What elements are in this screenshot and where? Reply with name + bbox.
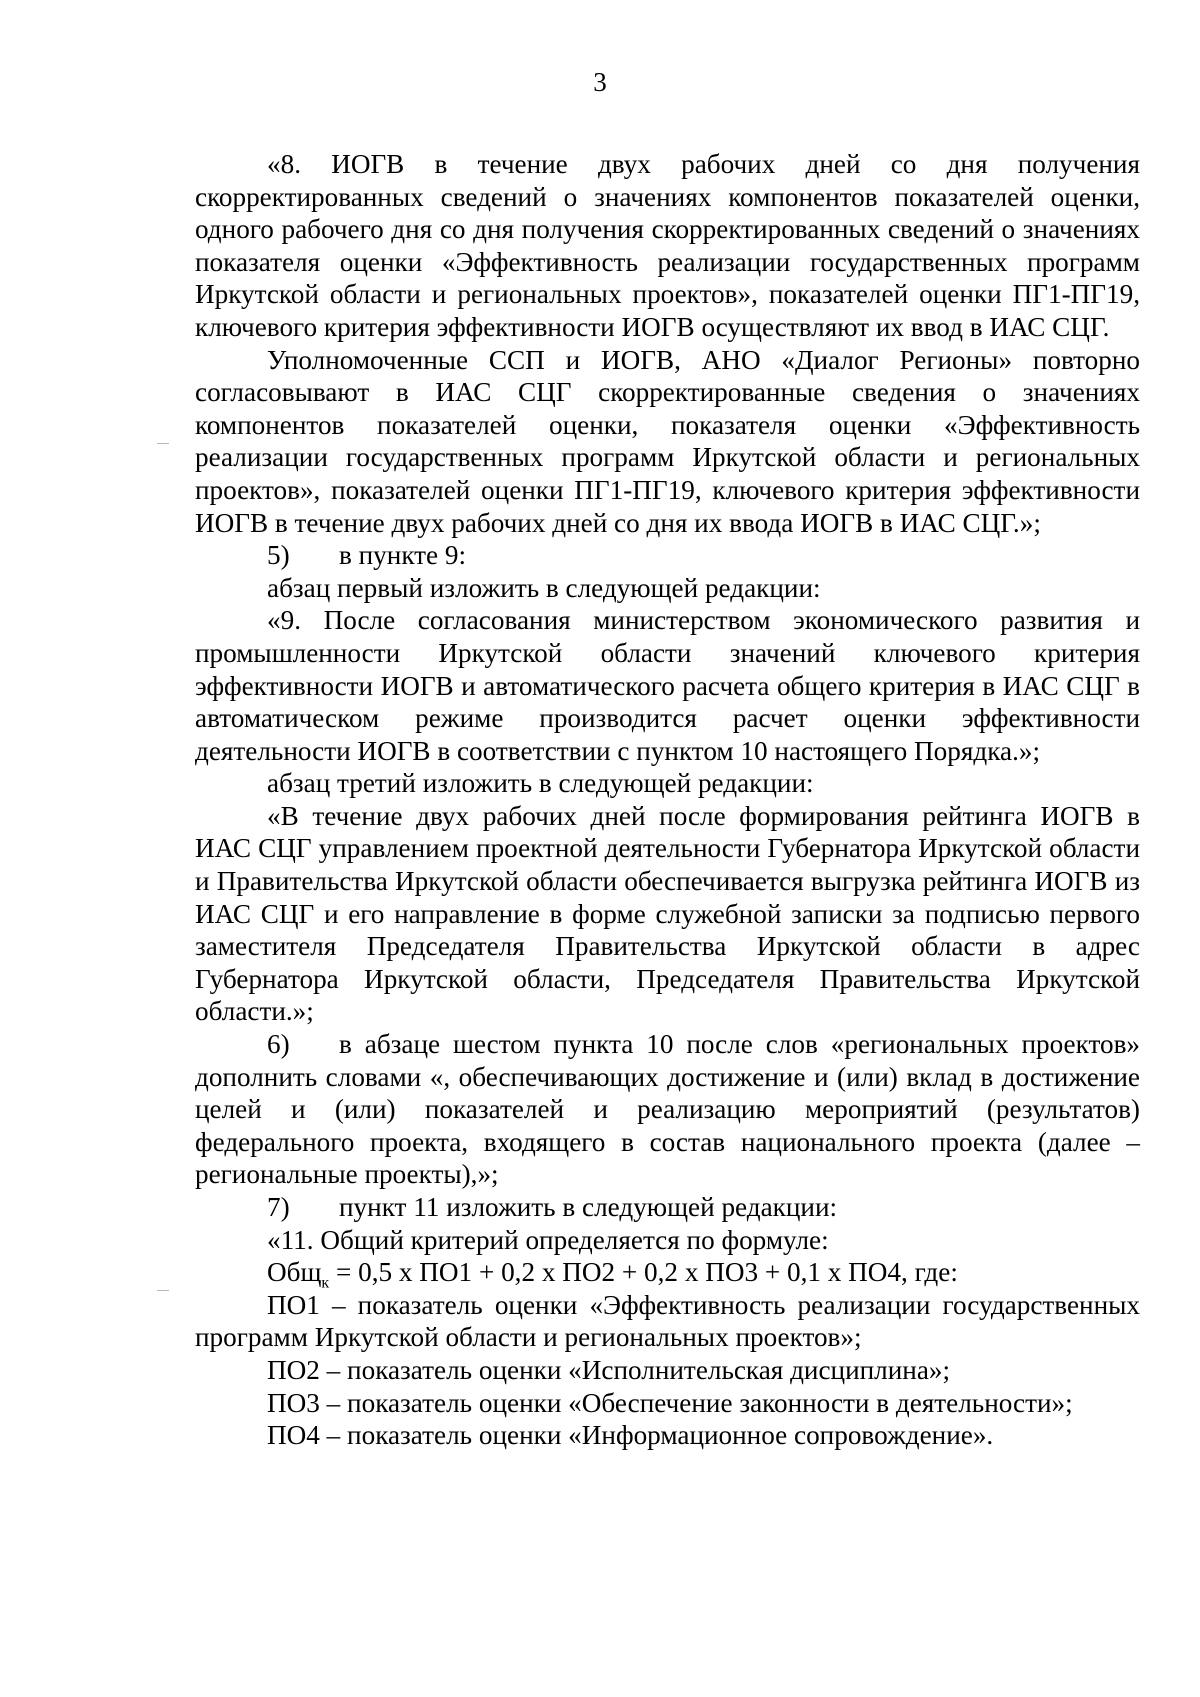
definition-po4: ПО4 – показатель оценки «Информационное сопровождение». [267,1420,994,1451]
paragraph-rating-upload: «В течение двух рабочих дней после формирования рейтинга ИОГВ в ИАС СЦГ управлением проектной деятельности Губернатора Иркутской области и Правительства Иркутской области обеспечивается выгрузка рейтинга ИОГВ из ИАС СЦГ и его направление в форме служебной записки за подписью первого заместителя Председателя Правительства Иркутской области в адрес Губернатора Иркутской области, Председателя Правительства Иркутской области.»; [195,800,1140,1027]
definition-po3: ПО3 – показатель оценки «Обеспечение законности в деятельности»; [267,1387,1073,1418]
paragraph-repeat-approval: Уполномоченные ССП и ИОГВ, АНО «Диалог Регионы» повторно согласовывают в ИАС СЦГ скорректированные сведения о значениях компонентов показателей оценки, показателя оценки «Эффективность реализации государственных программ Иркутской области и региональных проектов», показателей оценки ПГ1-ПГ19, ключевого критерия эффективности ИОГВ в течение двух рабочих дней со дня их ввода ИОГВ в ИАС СЦГ.»; [195,344,1140,538]
list-item-5 [195,539,1140,572]
list-item-number: 7) [267,1192,290,1222]
list-item-text: пункт 11 изложить в следующей редакции: [339,1192,838,1222]
paragraph-clause-8: «8. ИОГВ в течение двух рабочих дней со дня получения скорректированных сведений о значениях компонентов показателей оценки, одного рабочего дня со дня получения скорректированных сведений о значениях показателя оценки «Эффективность реализации государственных программ Иркутской области и региональных проектов», показателей оценки ПГ1-ПГ19, ключевого критерия эффективности ИОГВ осуществляют их ввод в ИАС СЦГ. [195,149,1140,342]
paragraph-clause-9: «9. После согласования министерством экономического развития и промышленности Иркутской области значений ключевого критерия эффективности ИОГВ и автоматического расчета общего критерия в ИАС СЦГ в автоматическом режиме производится расчет оценки эффективности деятельности ИОГВ в соответствии с пунктом 10 настоящего Порядка.»; [195,605,1140,766]
list-item-6 [195,1028,1140,1191]
paragraph-amend-third: абзац третий изложить в следующей редакции: [267,768,814,799]
paragraph-amend-first: абзац первый изложить в следующей редакции: [267,572,821,603]
scan-margin-mark [157,1290,169,1291]
list-item-number: 6) [267,1029,290,1060]
formula-rhs: = 0,5 х ПО1 + 0,2 х ПО2 + 0,2 х ПО3 + 0,1 х ПО4, где: [329,1257,958,1288]
list-item-7 [195,1191,1140,1224]
formula-lhs-subscript: к [321,1274,330,1292]
list-item-number: 5) [267,540,290,571]
document-body [195,148,1140,1452]
list-item-text: в пункте 9: [339,540,467,571]
formula-lhs: Общ [267,1257,322,1288]
page-number: 3 [593,67,607,97]
paragraph-clause-11: «11. Общий критерий определяется по формуле: [267,1224,829,1255]
formula [195,1256,1140,1292]
scan-margin-mark [157,443,169,444]
list-item-text: в абзаце шестом пункта 10 после слов «региональных проектов» дополнить словами «, обеспечивающих достижение и (или) вклад в достижение целей и (или) показателей и реализацию мероприятий (результатов) федерального проекта, входящего в состав национального проекта (далее – региональные проекты),»; [195,1029,1140,1190]
definition-po1: ПО1 – показатель оценки «Эффективность реализации государственных программ Иркутской области и региональных проектов»; [195,1289,1140,1353]
definition-po2: ПО2 – показатель оценки «Исполнительская дисциплина»; [267,1354,951,1385]
